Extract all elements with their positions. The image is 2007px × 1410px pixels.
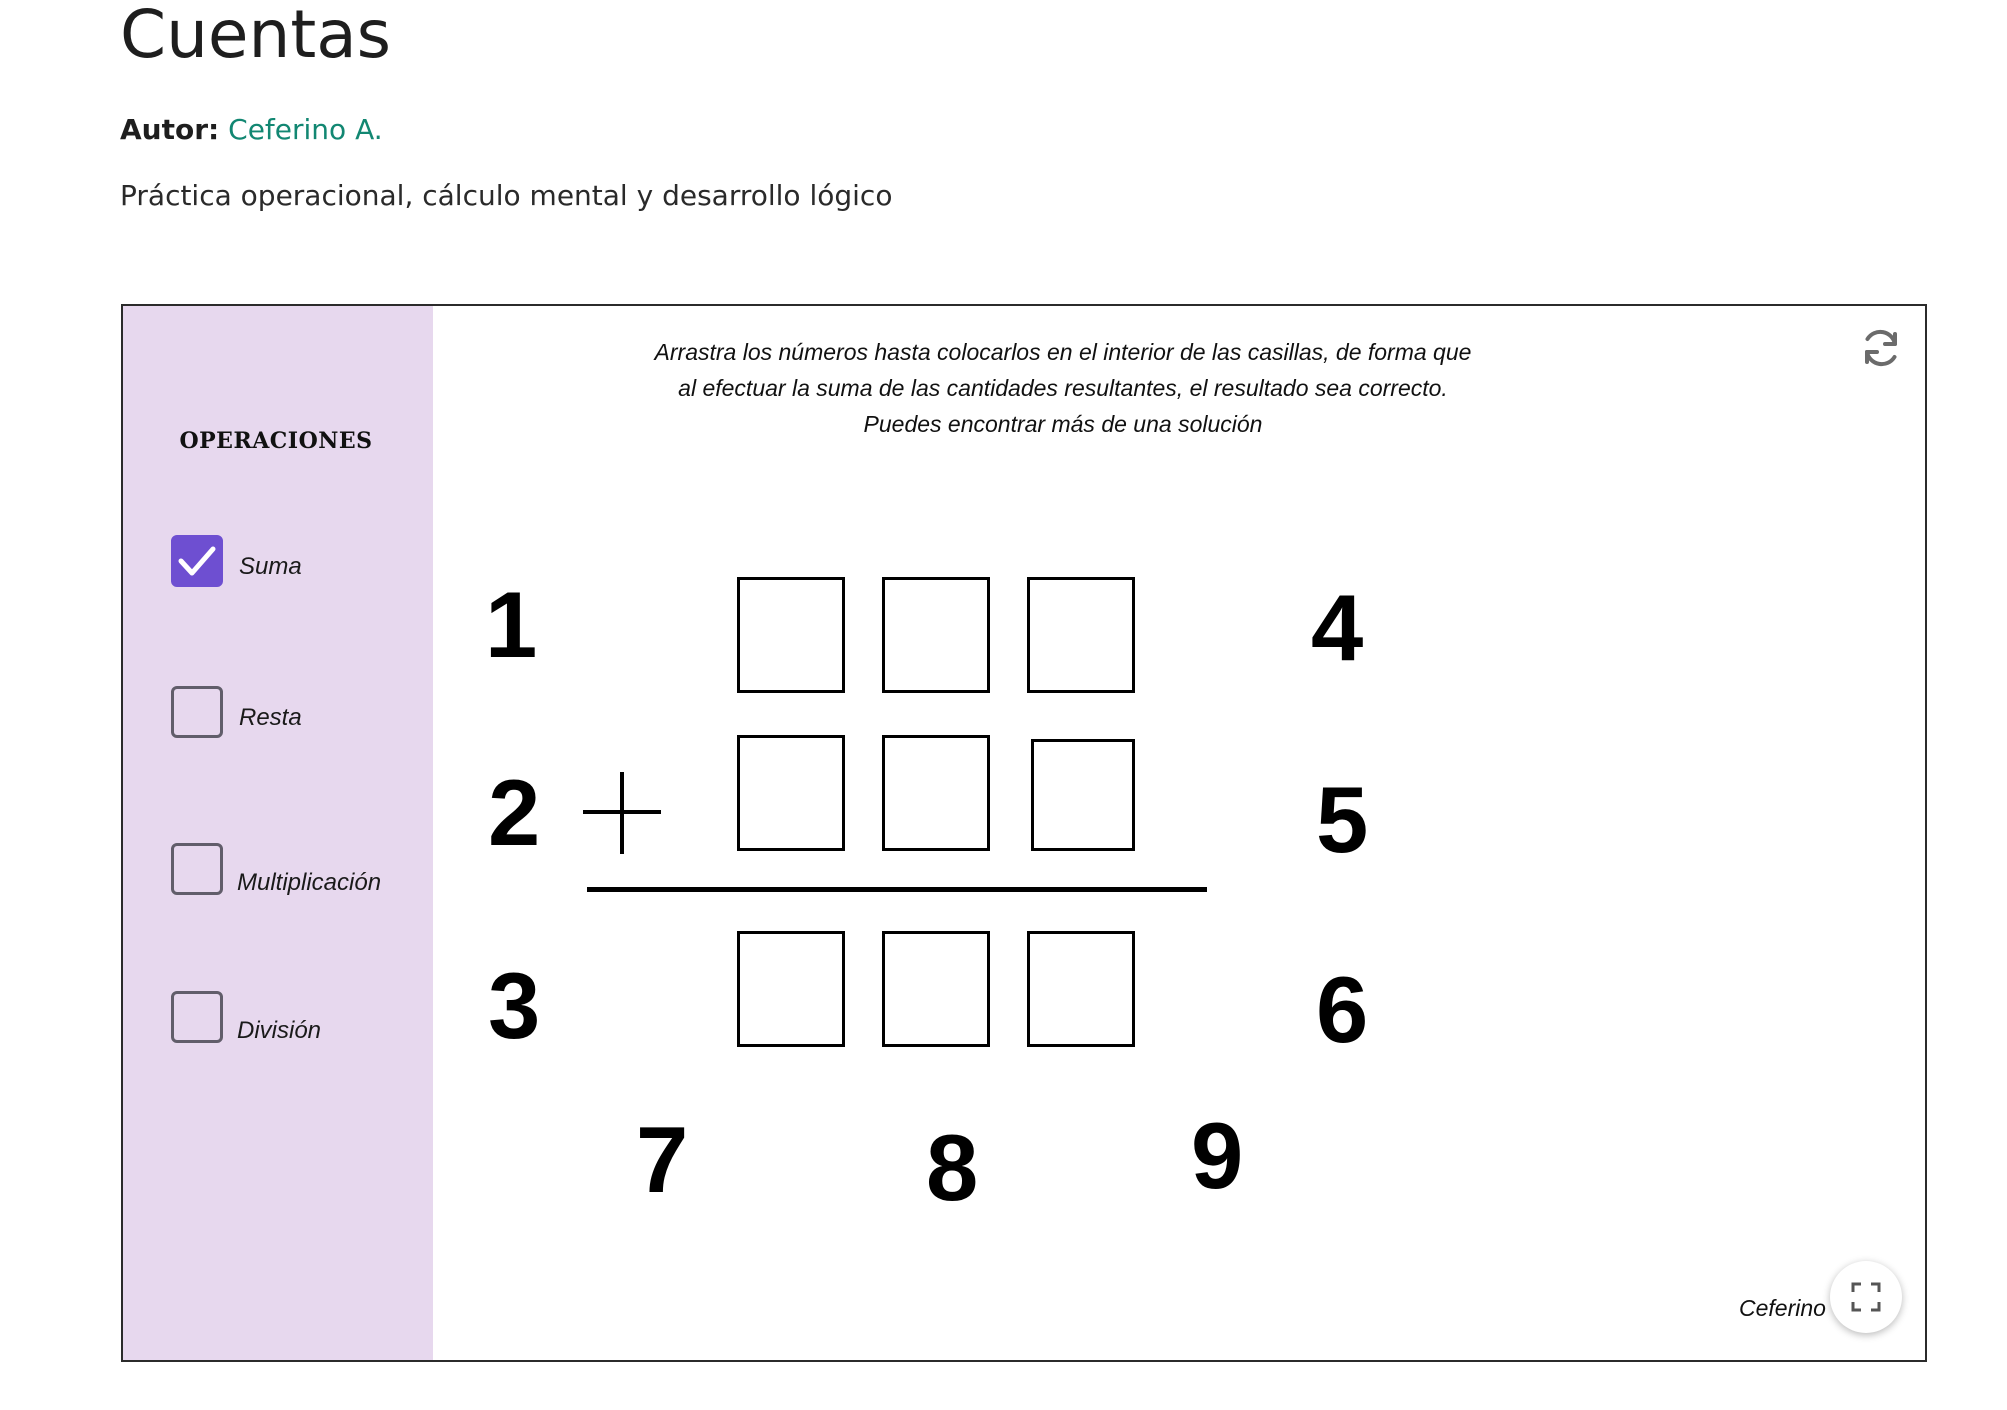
author-link[interactable]: Ceferino A. [228,113,383,146]
plus-icon [583,770,663,856]
division-label: División [237,1017,322,1044]
check-icon [175,539,219,583]
number-6[interactable]: 6 [1316,957,1369,1062]
operation-division[interactable] [171,991,321,1043]
multiplicacion-checkbox[interactable] [171,843,223,895]
signature: Ceferino [1739,1295,1826,1321]
operation-resta[interactable] [171,686,302,738]
refresh-icon [1857,324,1905,372]
addend1-digit-box[interactable] [1027,577,1135,693]
result-digit-box[interactable] [737,931,845,1047]
number-9[interactable]: 9 [1191,1103,1244,1208]
multiplicacion-label: Multiplicación [237,869,382,896]
instructions-line-1: Arrastra los números hasta colocarlos en el interior de las casillas, de forma que [654,339,1472,365]
number-7[interactable]: 7 [636,1107,689,1212]
addend2-digit-box[interactable] [737,735,845,851]
operations-title: OPERACIONES [179,428,373,454]
fullscreen-icon [1850,1281,1882,1313]
author-label: Autor: [120,113,220,146]
instructions-text [503,334,1623,442]
number-8[interactable]: 8 [926,1115,979,1220]
instructions-line-3: Puedes encontrar más de una solución [863,411,1263,437]
page-title: Cuentas [120,0,392,73]
resta-label: Resta [239,704,302,731]
resta-checkbox[interactable] [171,686,223,738]
number-3[interactable]: 3 [488,953,541,1058]
number-2[interactable]: 2 [488,760,541,865]
operations-sidebar [123,306,433,1360]
author-line [120,110,383,150]
instructions-line-2: al efectuar la suma de las cantidades resultantes, el resultado sea correcto. [678,375,1448,401]
suma-checkbox[interactable] [171,535,223,587]
geogebra-applet [121,304,1927,1362]
operation-suma[interactable] [171,535,302,587]
number-1[interactable]: 1 [485,572,538,677]
division-checkbox[interactable] [171,991,223,1043]
page-description: Práctica operacional, cálculo mental y desarrollo lógico [120,179,893,212]
refresh-button[interactable] [1857,324,1905,372]
fullscreen-button[interactable] [1830,1261,1902,1333]
number-5[interactable]: 5 [1316,767,1369,872]
addend2-digit-box[interactable] [882,735,990,851]
operation-multiplicacion[interactable] [171,843,381,895]
sum-line [587,887,1207,892]
result-digit-box[interactable] [1027,931,1135,1047]
result-digit-box[interactable] [882,931,990,1047]
addend1-digit-box[interactable] [737,577,845,693]
addend2-digit-box[interactable] [1031,739,1135,851]
number-4[interactable]: 4 [1311,575,1364,680]
suma-label: Suma [239,553,302,580]
addend1-digit-box[interactable] [882,577,990,693]
